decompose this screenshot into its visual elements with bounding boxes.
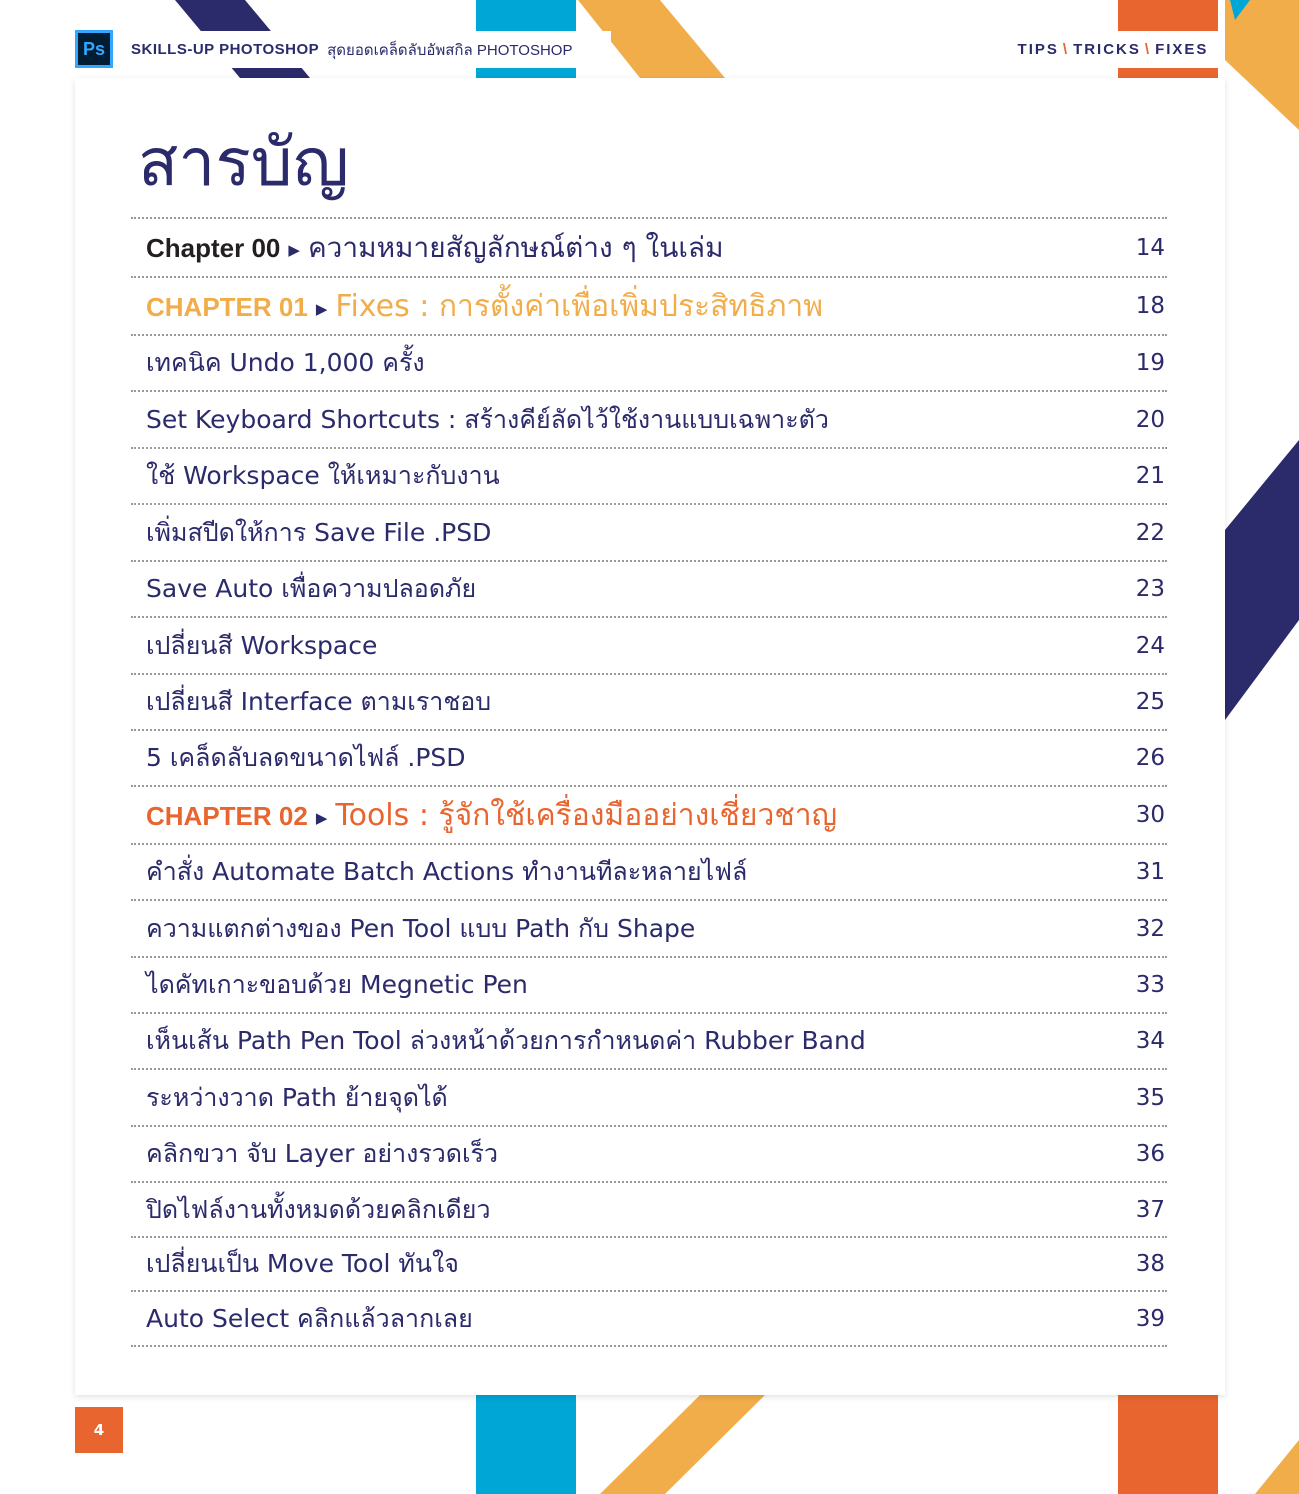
- toc-chapter-01[interactable]: [131, 278, 1167, 336]
- toc-item[interactable]: [131, 1183, 1167, 1238]
- page-number: 21: [1135, 463, 1165, 489]
- item-title: ปิดไฟล์งานทั้งหมดด้วยคลิกเดียว: [146, 1194, 491, 1224]
- tips-tricks-fixes: [1002, 31, 1224, 68]
- item-title: เทคนิค Undo 1,000 ครั้ง: [146, 348, 425, 377]
- triangle-right-icon: ▶: [315, 299, 328, 318]
- triangle-right-icon: ▶: [288, 240, 300, 259]
- page-number: 39: [1135, 1305, 1165, 1332]
- page-number: 31: [1135, 859, 1165, 885]
- chapter-title: ความหมายสัญลักษณ์ต่าง ๆ ในเล่ม: [307, 230, 724, 264]
- separator: \: [1144, 41, 1152, 58]
- page-number: 32: [1135, 915, 1165, 942]
- item-title: เปลี่ยนสี Interface ตามเราชอบ: [146, 687, 492, 716]
- toc-item[interactable]: [131, 901, 1167, 958]
- page-number: 23: [1135, 576, 1165, 602]
- book-title-en: SKILLS-UP PHOTOSHOP: [131, 41, 320, 58]
- item-title: เห็นเส้น Path Pen Tool ล่วงหน้าด้วยการกำหนดค่า Rubber Band: [146, 1026, 866, 1055]
- item-title: เปลี่ยนเป็น Move Tool ทันใจ: [146, 1249, 459, 1278]
- page-number: 25: [1135, 689, 1165, 715]
- page-number: 14: [1135, 234, 1165, 261]
- toc-item[interactable]: [131, 449, 1167, 505]
- toc-item[interactable]: [131, 392, 1167, 449]
- item-title: 5 เคล็ดลับลดขนาดไฟล์ .PSD: [146, 743, 466, 772]
- item-title: Set Keyboard Shortcuts : สร้างคีย์ลัดไว้ใช้งานแบบเฉพาะตัว: [146, 404, 829, 434]
- tips-label: TIPS: [1017, 41, 1059, 58]
- fixes-label: FIXES: [1155, 41, 1209, 58]
- toc-item[interactable]: [131, 1292, 1167, 1347]
- page-number: 38: [1135, 1251, 1165, 1277]
- page-title: สารบัญ: [138, 124, 349, 201]
- toc-panel: [75, 78, 1225, 1395]
- page-number: 34: [1135, 1028, 1165, 1054]
- toc-item[interactable]: [131, 1238, 1167, 1292]
- chapter-title: Tools : รู้จักใช้เครื่องมืออย่างเชี่ยวชาญ: [335, 797, 838, 833]
- item-title: ระหว่างวาด Path ย้ายจุดได้: [146, 1082, 448, 1112]
- page-number: 24: [1135, 632, 1165, 659]
- page-number: 22: [1135, 519, 1165, 546]
- chapter-label: CHAPTER 01: [146, 291, 308, 322]
- toc-item[interactable]: [131, 505, 1167, 562]
- toc-item[interactable]: [131, 845, 1167, 901]
- toc-item[interactable]: [131, 562, 1167, 618]
- item-title: คำสั่ง Automate Batch Actions ทำงานทีละหลายไฟล์: [146, 857, 748, 886]
- item-title: คลิกขวา จับ Layer อย่างรวดเร็ว: [146, 1139, 499, 1168]
- chapter-label: CHAPTER 02: [146, 800, 308, 831]
- item-title: ไดคัทเกาะขอบด้วย Megnetic Pen: [146, 970, 528, 999]
- table-of-contents: [131, 217, 1167, 1347]
- triangle-right-icon: ▶: [315, 808, 328, 827]
- item-title: ใช้ Workspace ให้เหมาะกับงาน: [146, 461, 500, 490]
- tricks-label: TRICKS: [1073, 41, 1141, 58]
- toc-item[interactable]: [131, 618, 1167, 675]
- item-title: Save Auto เพื่อความปลอดภัย: [146, 574, 477, 603]
- chapter-title: Fixes : การตั้งค่าเพื่อเพิ่มประสิทธิภาพ: [335, 288, 823, 324]
- toc-item[interactable]: [131, 958, 1167, 1014]
- page-number: 36: [1135, 1141, 1165, 1167]
- page-number: 35: [1135, 1084, 1165, 1111]
- toc-item[interactable]: [131, 1014, 1167, 1070]
- toc-item[interactable]: [131, 1070, 1167, 1127]
- page-number: 33: [1135, 972, 1165, 998]
- toc-item[interactable]: [131, 336, 1167, 392]
- page-number: 26: [1135, 745, 1165, 771]
- page-number: 19: [1135, 350, 1165, 376]
- toc-item[interactable]: [131, 675, 1167, 731]
- page-number: 18: [1135, 293, 1165, 319]
- page-number: 20: [1135, 406, 1165, 433]
- page-number: 37: [1135, 1196, 1165, 1223]
- page-number: 30: [1135, 802, 1165, 828]
- toc-chapter-00[interactable]: [131, 219, 1167, 278]
- photoshop-logo-icon: Ps: [75, 30, 113, 68]
- item-title: ความแตกต่างของ Pen Tool แบบ Path กับ Shape: [146, 913, 696, 943]
- toc-chapter-02[interactable]: [131, 787, 1167, 845]
- item-title: Auto Select คลิกแล้วลากเลย: [146, 1303, 473, 1333]
- toc-item[interactable]: [131, 731, 1167, 787]
- separator: \: [1062, 41, 1070, 58]
- book-title-th: สุดยอดเคล็ดลับอัพสกิล PHOTOSHOP: [327, 41, 573, 59]
- book-title: [121, 31, 611, 68]
- page-number-badge: 4: [75, 1407, 123, 1453]
- item-title: เพิ่มสปีดให้การ Save File .PSD: [146, 517, 492, 547]
- chapter-label: Chapter 00: [146, 232, 281, 263]
- item-title: เปลี่ยนสี Workspace: [146, 630, 378, 660]
- toc-item[interactable]: [131, 1127, 1167, 1183]
